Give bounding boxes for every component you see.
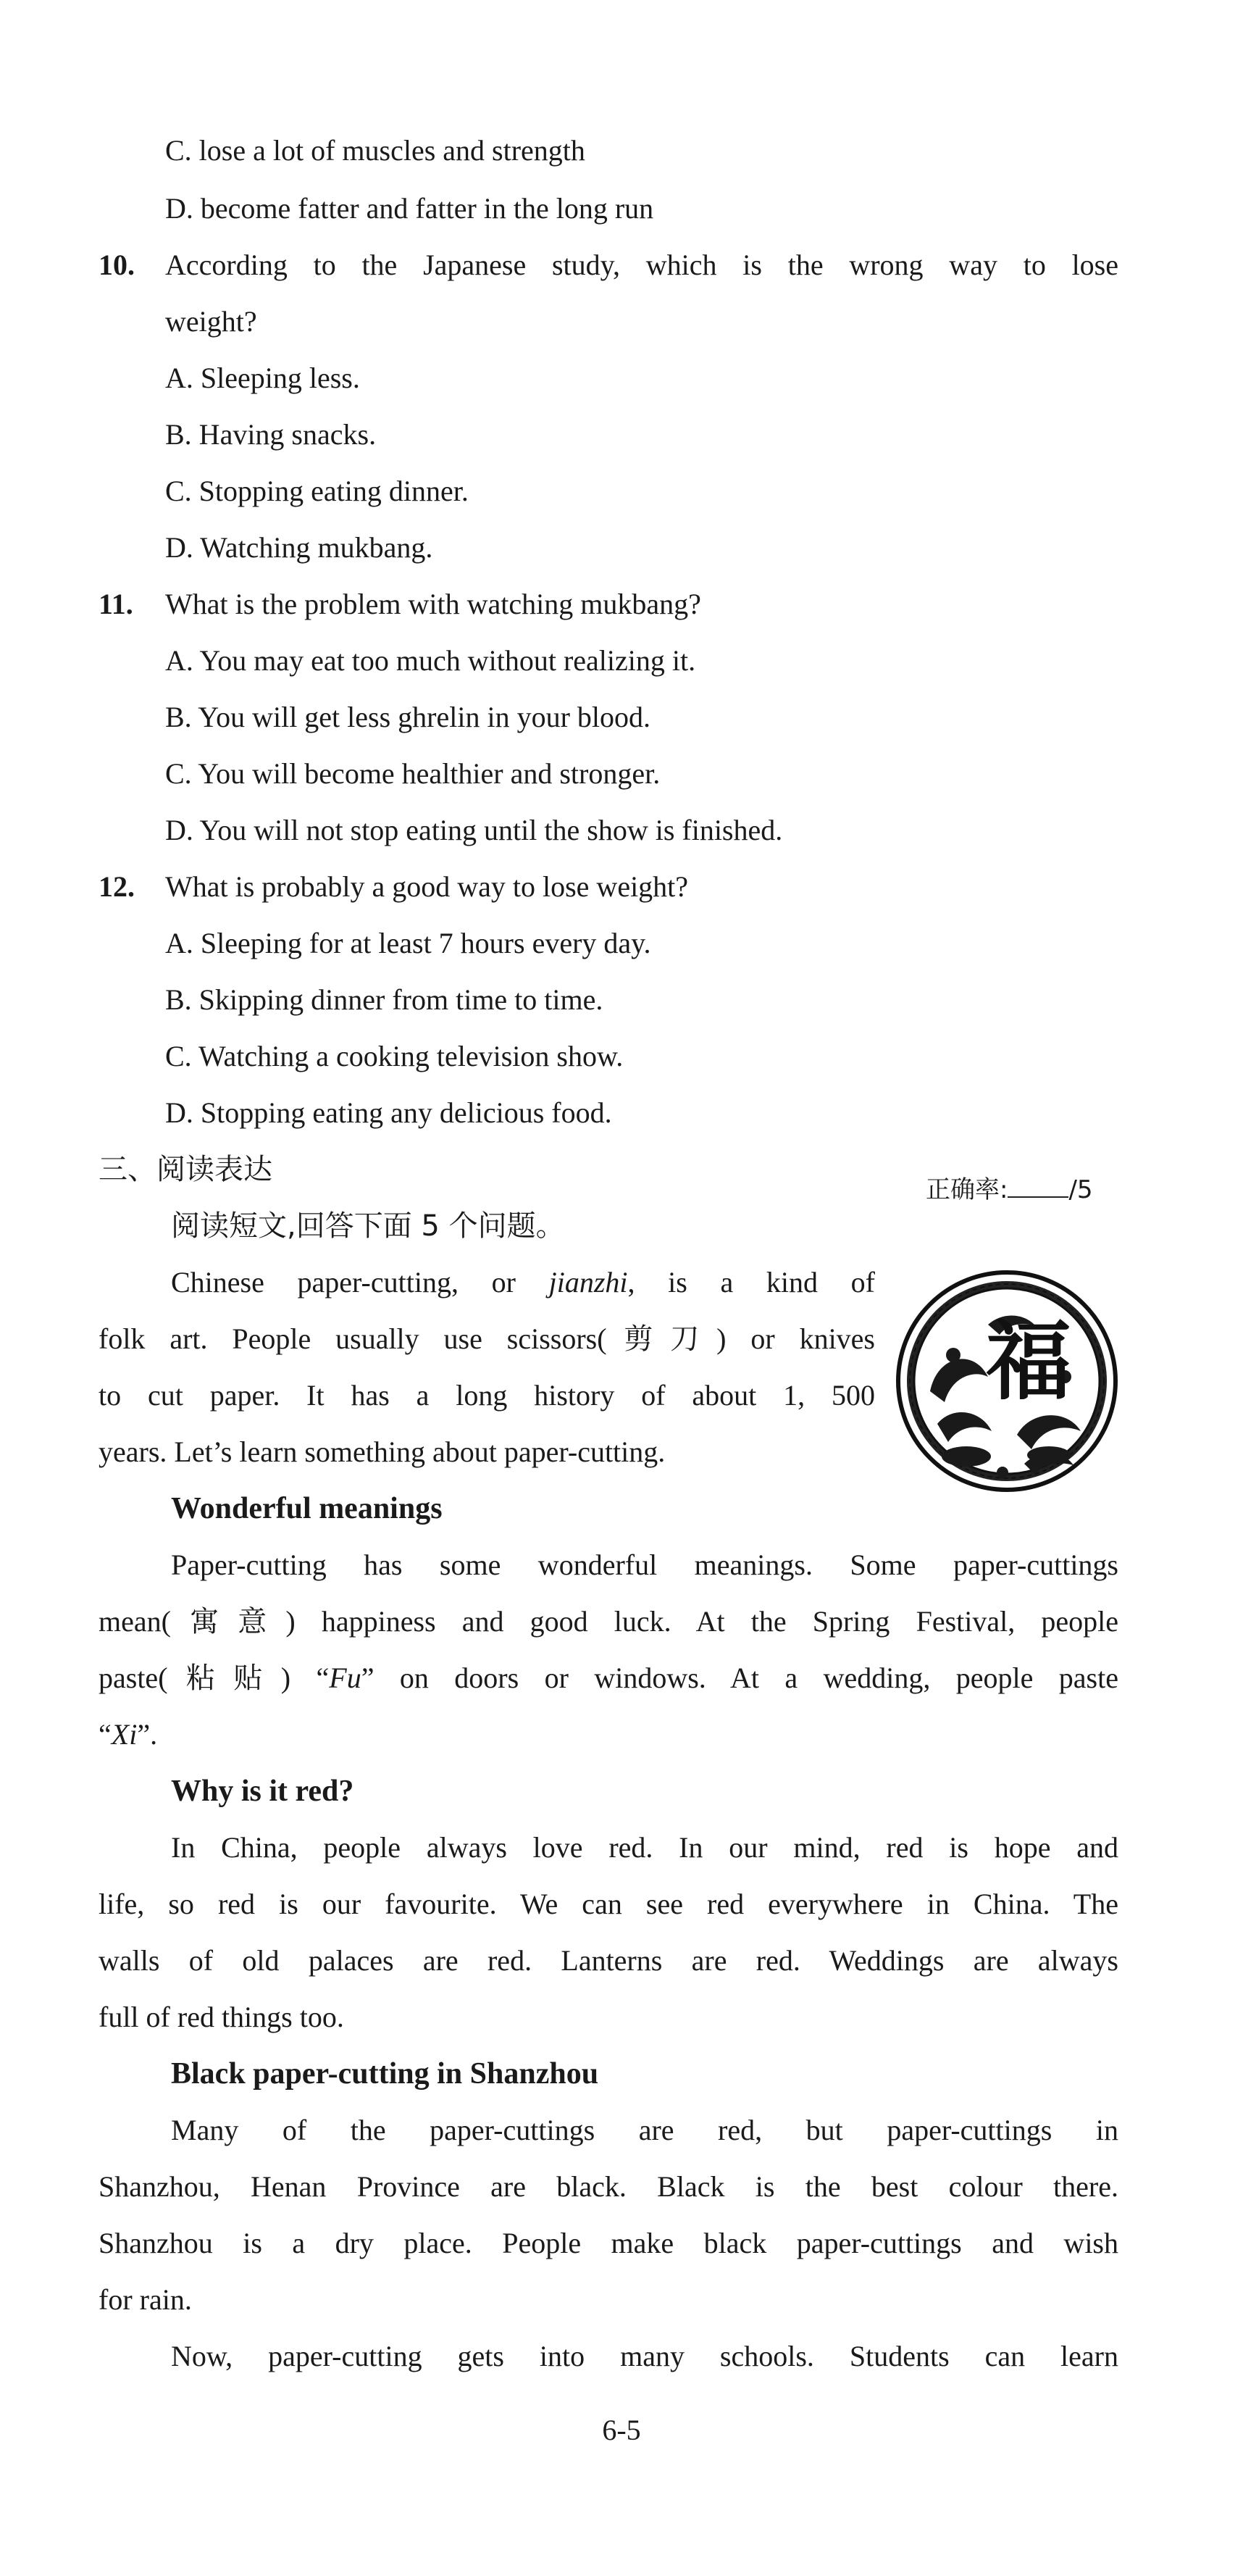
score-total: /5 (1068, 1175, 1093, 1204)
q10-option-d: D. Watching mukbang. (165, 531, 433, 564)
p2-line1: In China, people always love red. In our mind, red is hope and (171, 1831, 1118, 1864)
score-blank[interactable] (1008, 1175, 1068, 1198)
q12-number: 12. (99, 870, 135, 903)
q12-option-c: C. Watching a cooking television show. (165, 1040, 624, 1072)
p2-line3: walls of old palaces are red. Lanterns are red. Weddings are always (99, 1944, 1118, 1977)
p4-line1: Now, paper-cutting gets into many schools. Students can learn (171, 2340, 1118, 2372)
intro-line1 (171, 1265, 875, 1300)
q10-number: 10. (99, 249, 135, 281)
intro-line1-italic: jianzhi (548, 1266, 628, 1299)
intro-line3: to cut paper. It has a long history of about 1, 500 (99, 1379, 875, 1412)
p3-line2: Shanzhou, Henan Province are black. Black is the best colour there. (99, 2170, 1118, 2203)
paper-cutting-fu-seal-icon (894, 1268, 1120, 1494)
q11-option-b: B. You will get less ghrelin in your blood. (165, 701, 651, 733)
p1-line1: Paper-cutting has some wonderful meanings. Some paper-cuttings (171, 1548, 1118, 1581)
q11-text: What is the problem with watching mukbang? (165, 588, 701, 620)
intro-line4: years. Let’s learn something about paper-cutting. (99, 1435, 666, 1468)
p1-line3 (99, 1661, 1118, 1696)
q10-text-line1: According to the Japanese study, which is the wrong way to lose (165, 249, 1118, 281)
q10-option-a: A. Sleeping less. (165, 362, 360, 394)
p3-line4: for rain. (99, 2283, 192, 2316)
q12-text: What is probably a good way to lose weight? (165, 870, 689, 903)
p1-line2: mean(寓意) happiness and good luck. At the Spring Festival, people (99, 1605, 1118, 1638)
score-field (926, 1172, 1093, 1207)
q12-option-d: D. Stopping eating any delicious food. (165, 1096, 612, 1129)
page-number: 6-5 (602, 2414, 641, 2446)
heading-black-paper-cutting: Black paper-cutting in Shanzhou (171, 2057, 599, 2091)
heading-wonderful-meanings: Wonderful meanings (171, 1492, 443, 1525)
intro-line1-b: , is a kind of (627, 1266, 875, 1299)
p3-line3: Shanzhou is a dry place. People make black paper-cuttings and wish (99, 2227, 1118, 2259)
intro-line2: folk art. People usually use scissors(剪刀) or knives (99, 1322, 875, 1355)
q10-option-c: C. Stopping eating dinner. (165, 475, 469, 507)
q11-option-a: A. You may eat too much without realizing it. (165, 644, 696, 677)
p2-line4: full of red things too. (99, 2001, 344, 2033)
section-instruction: 阅读短文,回答下面 5 个问题。 (171, 1209, 565, 1243)
q9-option-c: C. lose a lot of muscles and strength (165, 134, 585, 167)
heading-why-red: Why is it red? (171, 1775, 354, 1808)
q11-number: 11. (99, 588, 133, 620)
q10-text-line2: weight? (165, 305, 257, 338)
q10-option-b: B. Having snacks. (165, 418, 377, 451)
q11-option-c: C. You will become healthier and stronger. (165, 757, 661, 790)
q11-option-d: D. You will not stop eating until the show is finished. (165, 814, 783, 846)
p1-line3-b: ” on doors or windows. At a wedding, people paste (361, 1662, 1118, 1694)
intro-line1-a: Chinese paper-cutting, or (171, 1266, 549, 1299)
q9-option-d: D. become fatter and fatter in the long run (165, 192, 654, 225)
q12-option-b: B. Skipping dinner from time to time. (165, 983, 603, 1016)
p1-line4-a: “ (99, 1718, 112, 1751)
section-title: 三、阅读表达 (99, 1153, 272, 1186)
p2-line2: life, so red is our favourite. We can see red everywhere in China. The (99, 1888, 1118, 1920)
p1-line4 (99, 1717, 157, 1752)
p3-line1: Many of the paper-cuttings are red, but paper-cuttings in (171, 2114, 1118, 2146)
p1-line4-b: ”. (137, 1718, 158, 1751)
score-label: 正确率: (926, 1175, 1008, 1204)
p1-line4-italic: Xi (111, 1718, 138, 1751)
seal-character: 福 (985, 1312, 1072, 1412)
q12-option-a: A. Sleeping for at least 7 hours every day. (165, 927, 651, 959)
p1-line3-a: paste(粘贴) “ (99, 1662, 330, 1694)
p1-line3-italic: Fu (329, 1662, 361, 1694)
